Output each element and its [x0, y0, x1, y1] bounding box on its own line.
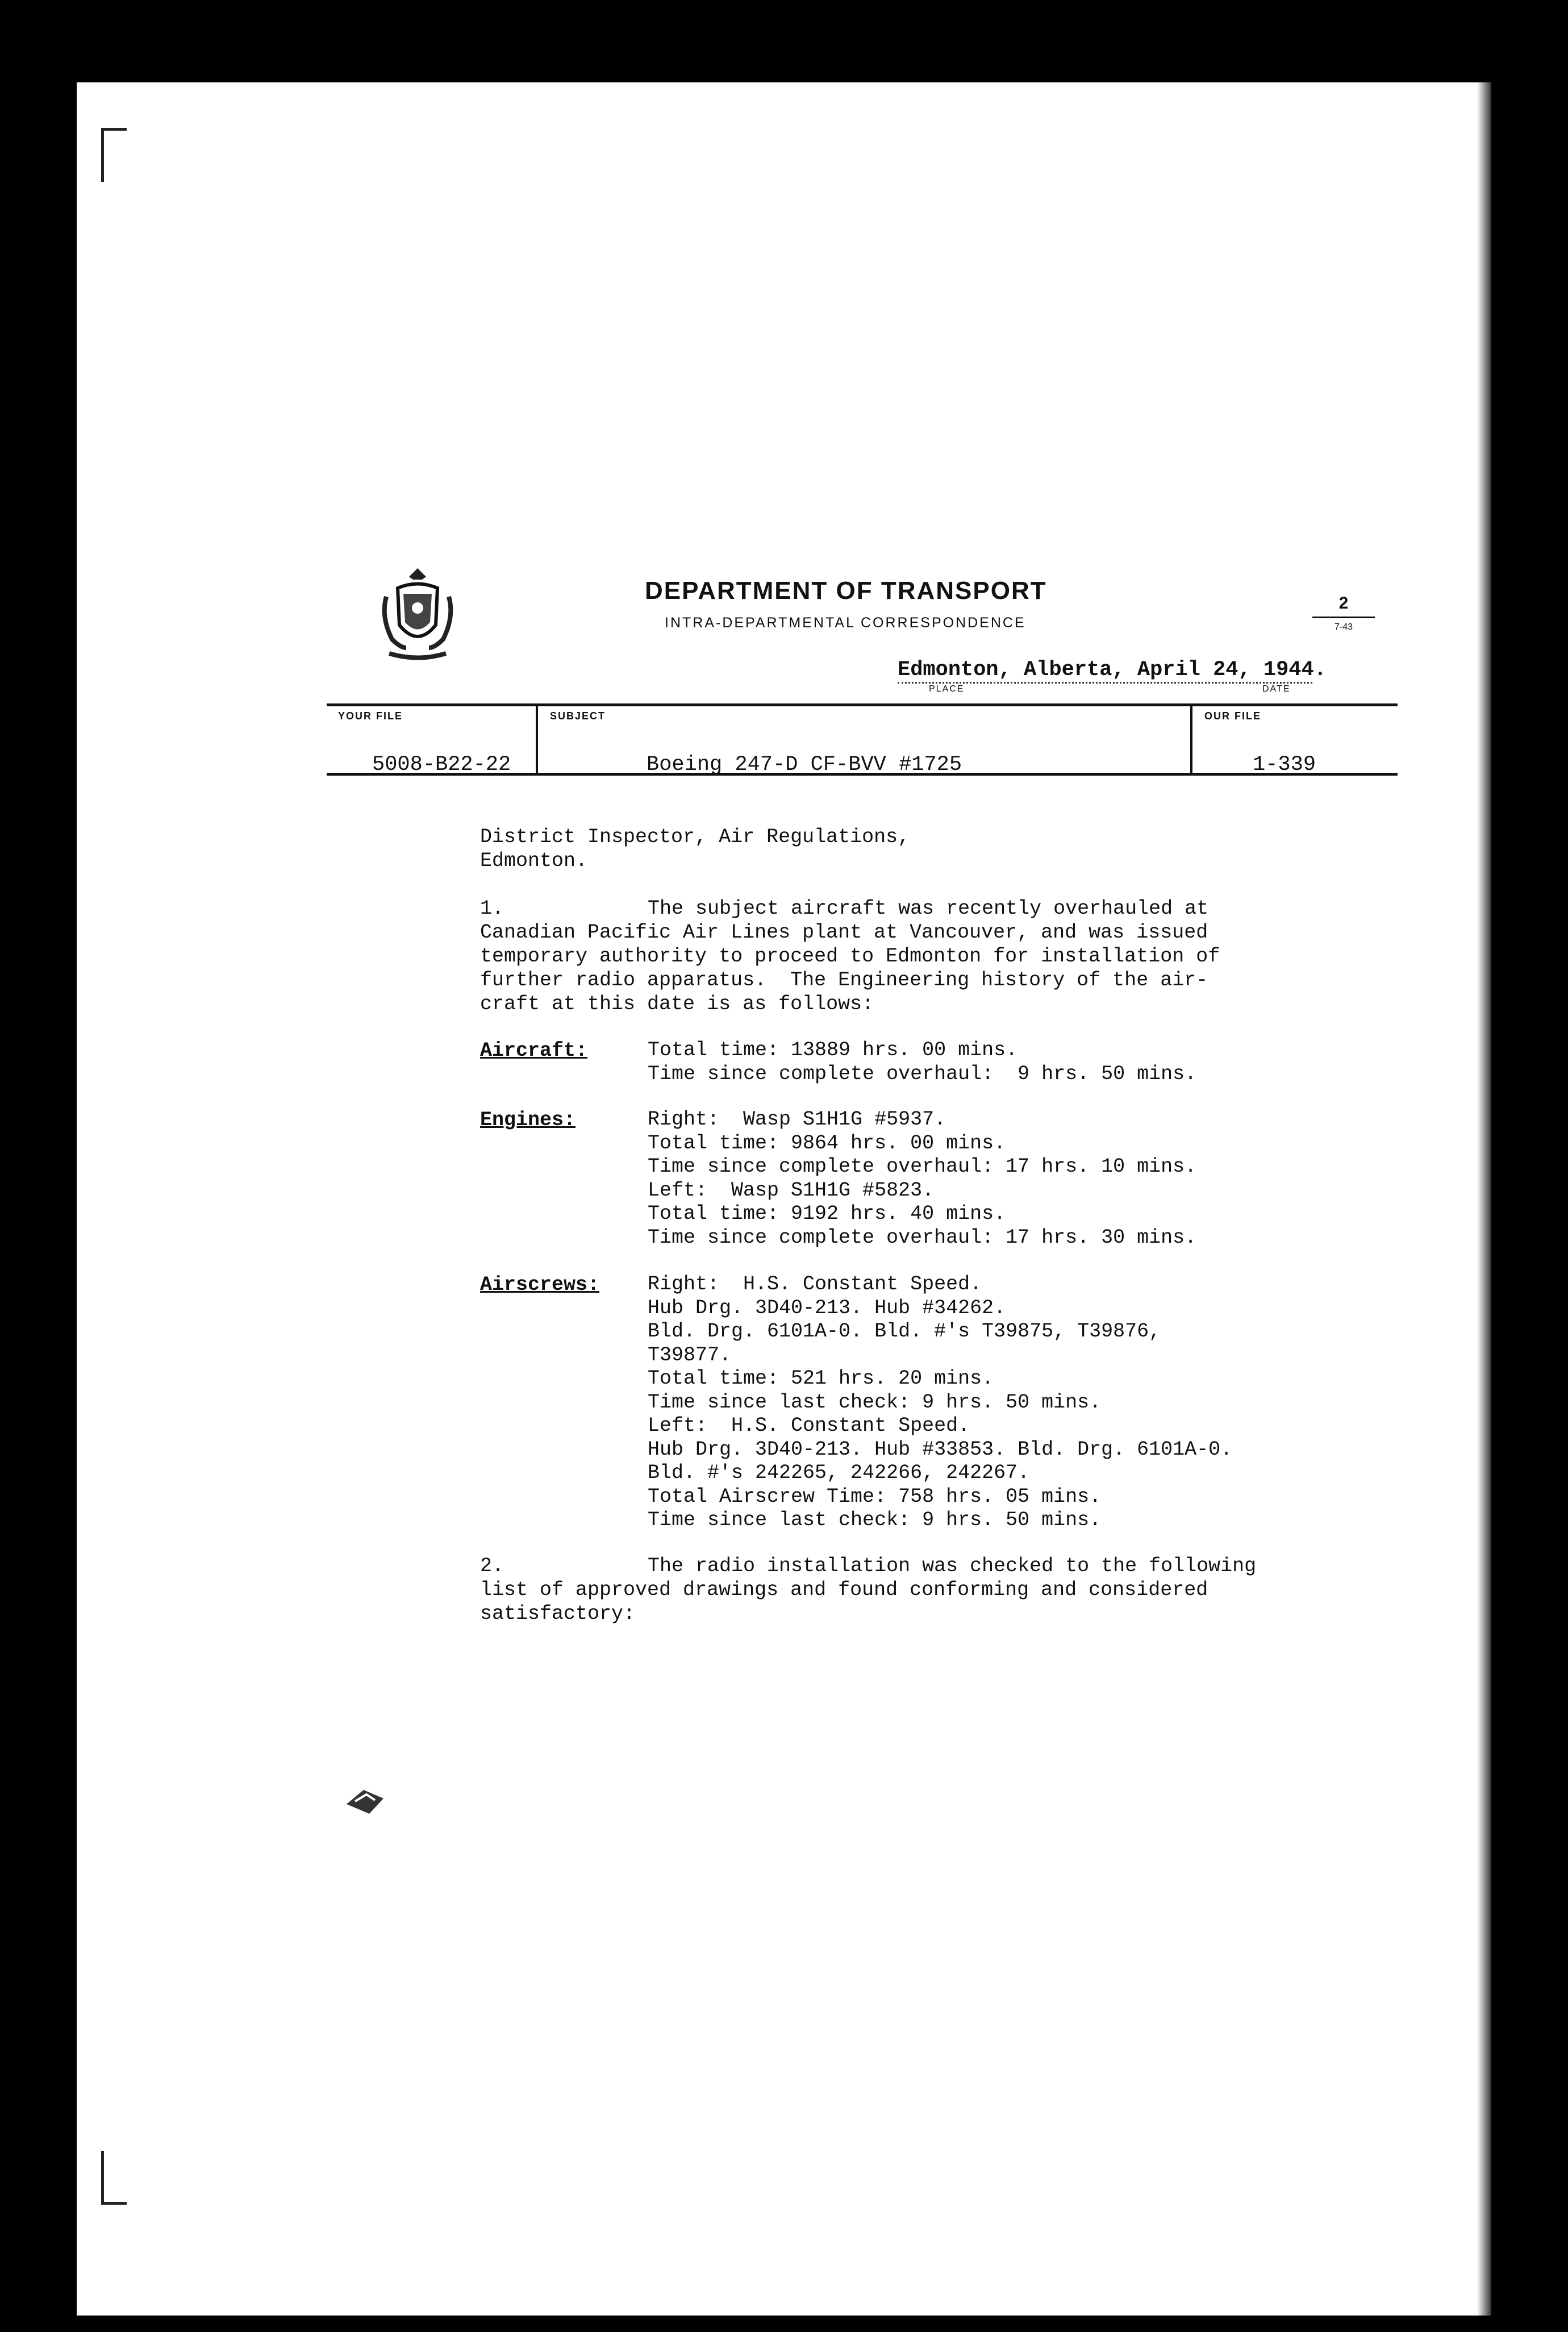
para-1-line: further radio apparatus. The Engineering history of the air-: [480, 969, 1208, 992]
airscrews-line: Hub Drg. 3D40-213. Hub #33853. Bld. Drg. 6101A-0.: [648, 1438, 1233, 1461]
engines-details: [648, 1108, 1196, 1250]
para-2-line: list of approved drawings and found conforming and considered: [480, 1579, 1208, 1601]
aircraft-details: [648, 1039, 1196, 1086]
coat-of-arms-icon: [372, 563, 463, 671]
aircraft-line: Time since complete overhaul: 9 hrs. 50 mins.: [648, 1062, 1197, 1085]
department-title: DEPARTMENT OF TRANSPORT: [645, 577, 1047, 605]
para-2-number: 2.: [480, 1555, 504, 1577]
your-file-value: 5008-B22-22: [372, 753, 511, 777]
subject-value: Boeing 247-D CF-BVV #1725: [647, 753, 962, 777]
airscrews-line: Total time: 521 hrs. 20 mins.: [648, 1367, 994, 1390]
engines-line: Left: Wasp S1H1G #5823.: [648, 1179, 935, 1202]
para-2-line: satisfactory:: [480, 1602, 636, 1625]
airscrews-line: T39877.: [648, 1343, 732, 1367]
airscrews-line: Time since last check: 9 hrs. 50 mins.: [648, 1390, 1102, 1414]
airscrews-line: Hub Drg. 3D40-213. Hub #34262.: [648, 1296, 1006, 1319]
our-file-label: OUR FILE: [1204, 710, 1261, 722]
engines-line: Total time: 9864 hrs. 00 mins.: [648, 1131, 1006, 1155]
form-sub-number: 7-43: [1334, 622, 1353, 632]
crop-mark-top-left-v: [101, 128, 104, 182]
form-number: 2: [1338, 594, 1349, 613]
department-subtitle: INTRA-DEPARTMENTAL CORRESPONDENCE: [665, 615, 1026, 631]
crop-mark-bottom-left-v: [101, 2151, 104, 2205]
airscrews-line: Total Airscrew Time: 758 hrs. 05 mins.: [648, 1485, 1102, 1508]
airscrews-line: Right: H.S. Constant Speed.: [648, 1273, 982, 1296]
page-edge-shadow: [1477, 82, 1491, 2316]
date-label: DATE: [1262, 684, 1291, 694]
crop-mark-top-left-h: [101, 128, 127, 131]
place-label: PLACE: [929, 684, 965, 694]
engines-line: Time since complete overhaul: 17 hrs. 10 mins.: [648, 1155, 1197, 1178]
addressee-line-1: District Inspector, Air Regulations,: [480, 826, 910, 848]
airscrews-line: Time since last check: 9 hrs. 50 mins.: [648, 1509, 1102, 1531]
subject-label: SUBJECT: [550, 710, 606, 722]
file-box-divider-1: [536, 703, 538, 776]
aircraft-line: Total time: 13889 hrs. 00 mins.: [648, 1039, 1018, 1061]
para-1-line: Canadian Pacific Air Lines plant at Vancouver, and was issued: [480, 921, 1208, 944]
addressee-line-2: Edmonton.: [480, 849, 588, 872]
airscrews-line: Left: H.S. Constant Speed.: [648, 1414, 970, 1437]
engines-line: Total time: 9192 hrs. 40 mins.: [648, 1202, 1006, 1225]
file-box-top-rule: [327, 703, 1398, 706]
engines-line: Right: Wasp S1H1G #5937.: [648, 1108, 946, 1131]
place-date: Edmonton, Alberta, April 24, 1944.: [898, 658, 1327, 682]
stamp-mark-icon: [341, 1779, 392, 1818]
para-1-line: craft at this date is as follows:: [480, 993, 874, 1015]
para-1-line: temporary authority to proceed to Edmonton for installation of: [480, 945, 1220, 968]
engines-heading: Engines:: [480, 1109, 576, 1131]
engines-line: Time since complete overhaul: 17 hrs. 30 mins.: [648, 1226, 1197, 1249]
your-file-label: YOUR FILE: [338, 710, 403, 722]
para-2-first-line: The radio installation was checked to the following: [648, 1555, 1257, 1577]
our-file-value: 1-339: [1253, 753, 1316, 777]
airscrews-line: Bld. #'s 242265, 242266, 242267.: [648, 1461, 1030, 1484]
para-1-number: 1.: [480, 897, 504, 920]
file-box-divider-2: [1190, 703, 1192, 776]
airscrews-heading: Airscrews:: [480, 1273, 600, 1296]
airscrews-line: Bld. Drg. 6101A-0. Bld. #'s T39875, T39876,: [648, 1320, 1161, 1343]
crop-mark-bottom-left-h: [101, 2202, 127, 2205]
place-date-dotted-line: [898, 682, 1312, 684]
para-1-first-line: The subject aircraft was recently overhauled at: [648, 897, 1209, 920]
airscrews-details: [648, 1273, 1232, 1533]
form-number-divider: [1312, 617, 1375, 618]
aircraft-heading: Aircraft:: [480, 1039, 588, 1062]
